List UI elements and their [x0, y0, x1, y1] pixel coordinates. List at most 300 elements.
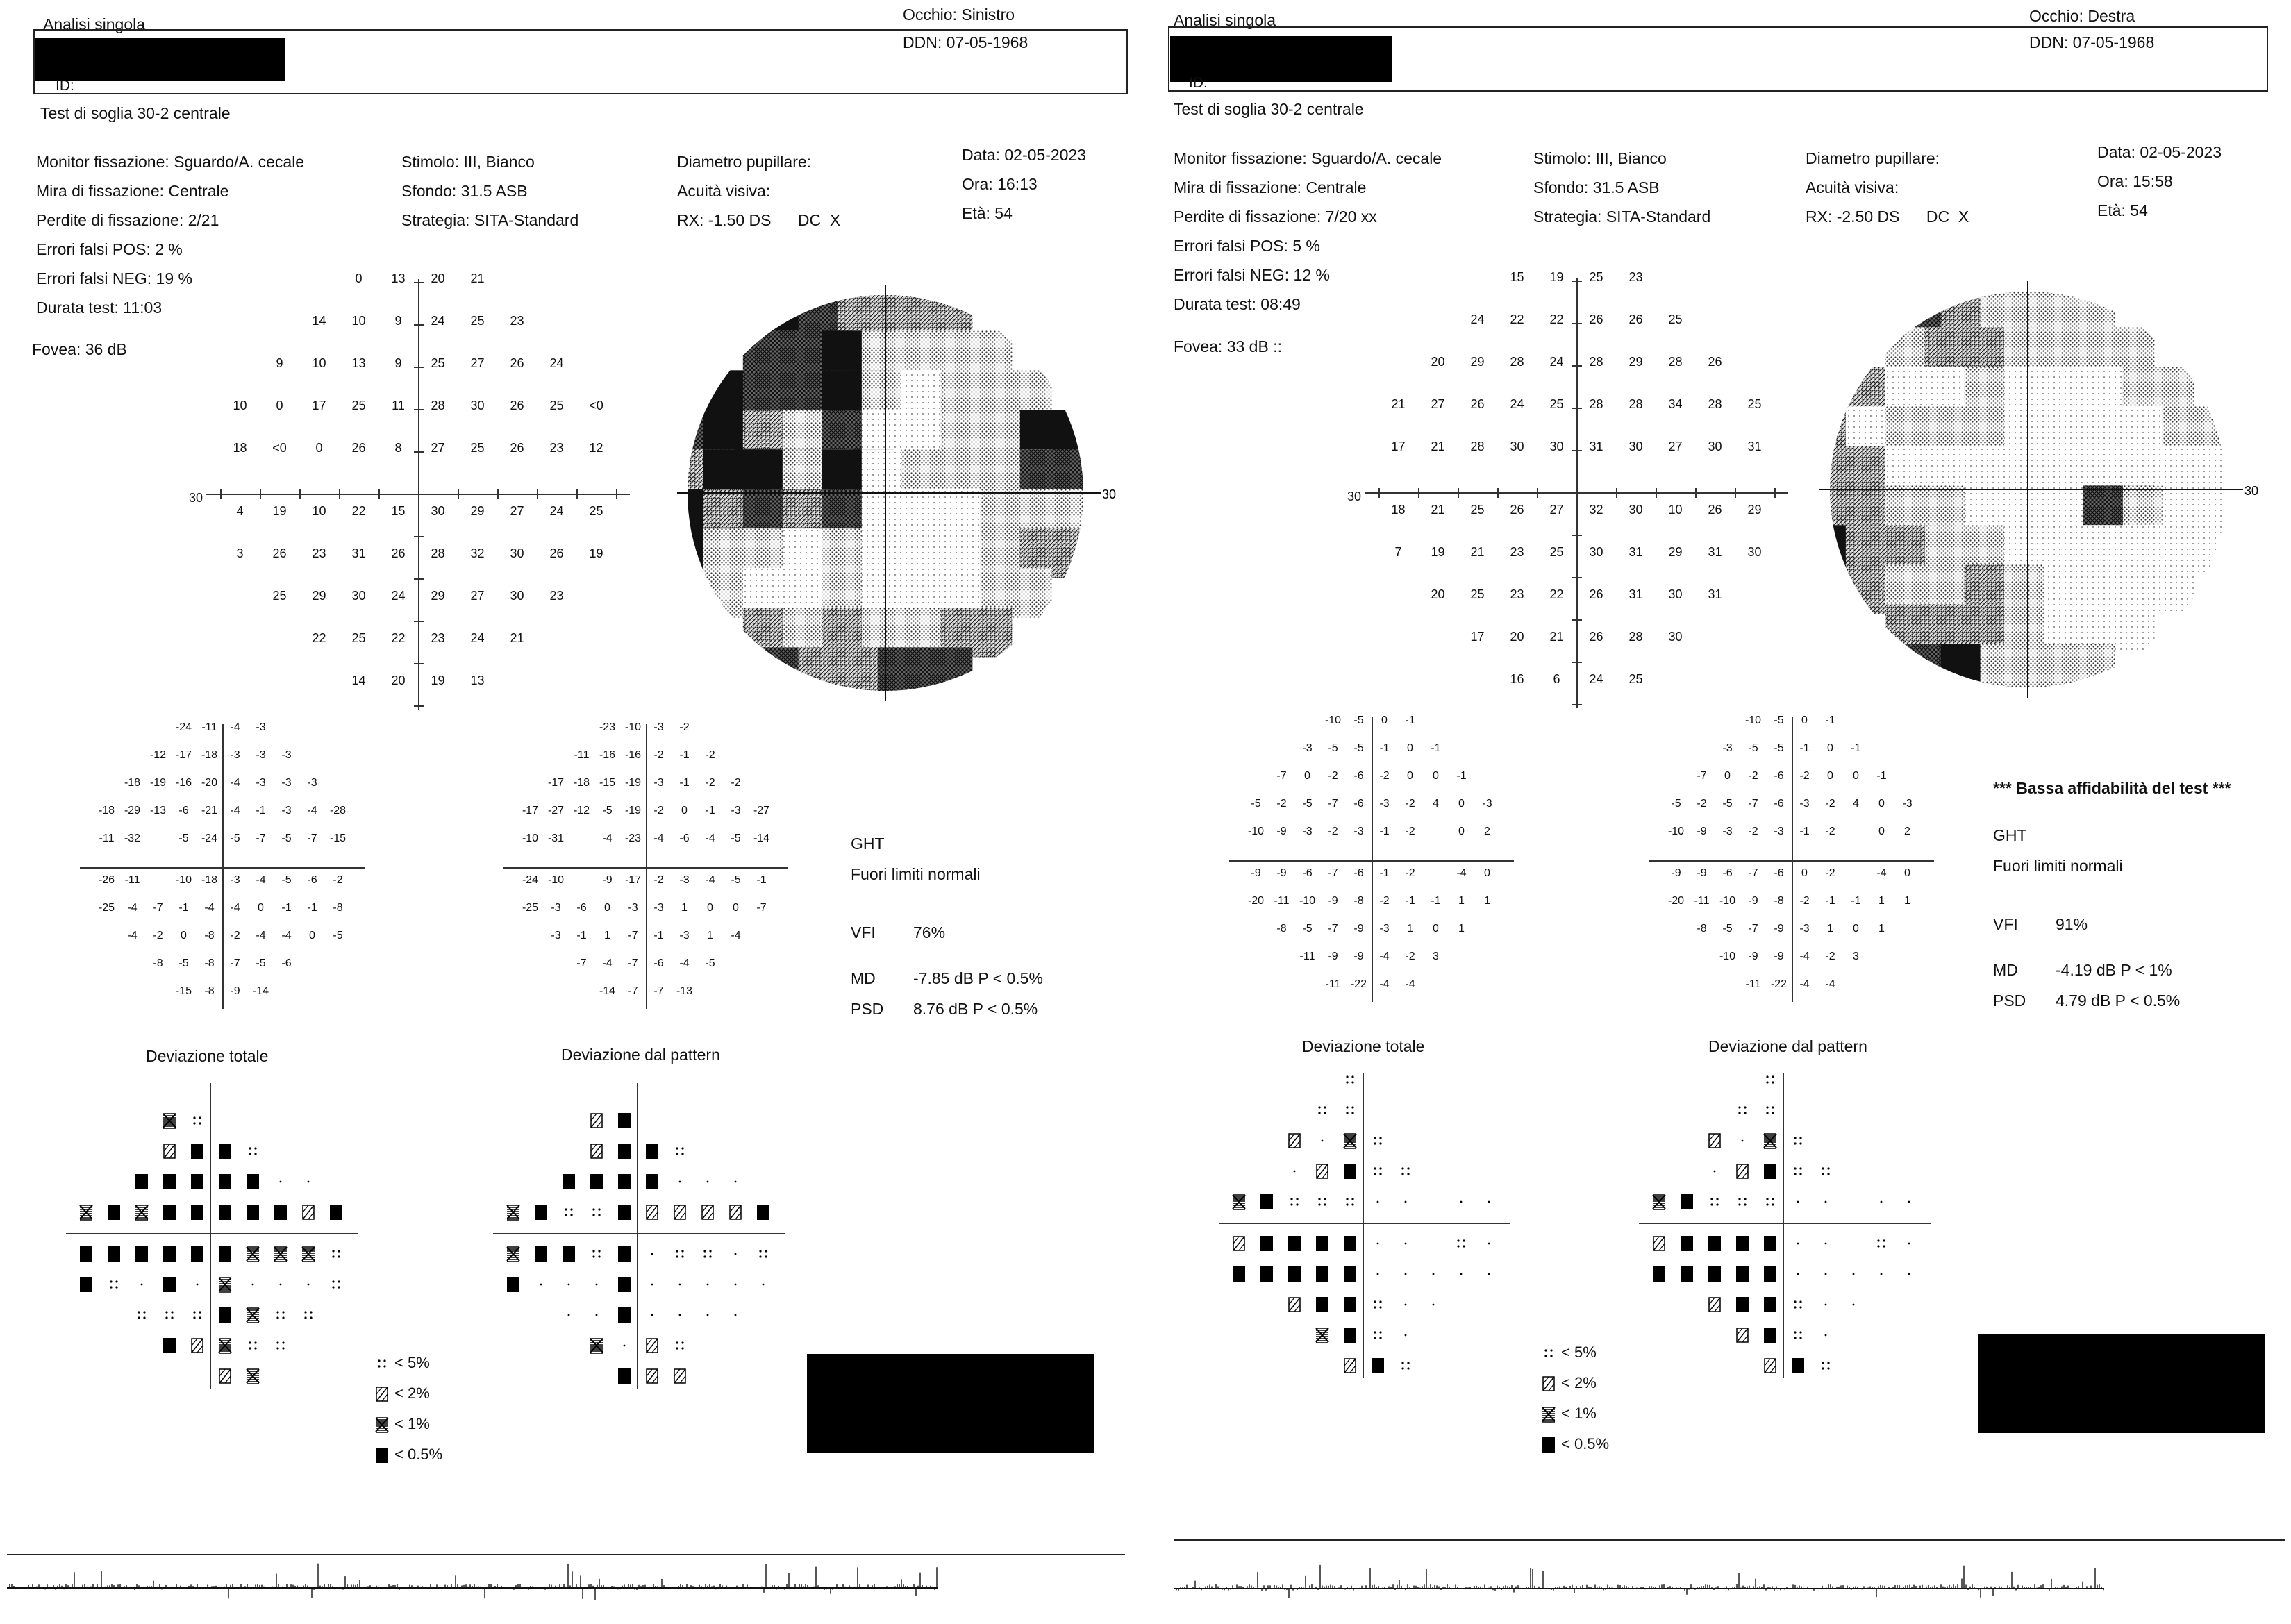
deviation-value: -6	[1353, 867, 1364, 879]
id-label: ID:	[56, 78, 74, 94]
deviation-value: -5	[1328, 742, 1338, 754]
info-line: Monitor fissazione: Sguardo/A. cecale	[36, 153, 305, 171]
probability-symbol	[590, 1143, 605, 1161]
deviation-value: -6	[307, 874, 317, 886]
deviation-value: -5	[1774, 742, 1784, 754]
deviation-value: -12	[149, 749, 167, 761]
threshold-value: 18	[233, 440, 247, 455]
threshold-value: 26	[1708, 503, 1722, 517]
threshold-value: 25	[431, 355, 445, 370]
probability-symbol	[534, 1204, 549, 1222]
probability-symbol	[218, 1246, 233, 1264]
probability-symbol	[190, 1143, 206, 1161]
md-value: -7.85 dB P < 0.5%	[913, 969, 1043, 987]
md-label: MD	[1993, 961, 2018, 979]
threshold-value: 25	[1549, 545, 1564, 560]
probability-symbol	[1763, 1194, 1778, 1212]
probability-symbol	[1680, 1235, 1695, 1253]
probability-symbol	[673, 1204, 688, 1222]
threshold-value: 21	[1470, 545, 1485, 560]
legend-label: < 5%	[394, 1354, 430, 1371]
axis-tick	[1656, 488, 1657, 498]
axis-tick	[414, 621, 424, 622]
probability-symbol	[590, 1276, 605, 1294]
deviation-value: -3	[653, 902, 664, 914]
axis-tick	[458, 489, 459, 499]
threshold-value: 18	[1391, 503, 1406, 517]
info-line: Sfondo: 31.5 ASB	[1533, 178, 1660, 196]
deviation-value: -5	[1774, 714, 1784, 726]
probability-symbol	[246, 1246, 261, 1264]
deviation-value: -22	[1770, 978, 1788, 990]
probability-symbol	[756, 1246, 772, 1264]
deviation-value: 0	[1827, 742, 1833, 754]
deviation-value: -9	[602, 874, 613, 886]
greyscale-cells	[1819, 287, 2233, 693]
threshold-value: 10	[312, 355, 326, 370]
threshold-value: 22	[1510, 312, 1524, 326]
probability-symbol	[673, 1143, 688, 1161]
probability-symbol	[1708, 1235, 1723, 1253]
probability-symbol	[1819, 1163, 1834, 1181]
probability-symbol	[645, 1276, 660, 1294]
deviation-value: 0	[1458, 826, 1465, 837]
deviation-value: -1	[1825, 714, 1835, 726]
deviation-value: -4	[1379, 951, 1390, 962]
probability-symbol	[1371, 1357, 1386, 1375]
threshold-value: 29	[470, 504, 485, 519]
deviation-value: -4	[1825, 978, 1835, 990]
axis-tick	[378, 489, 380, 499]
deviation-value: -1	[1799, 742, 1810, 754]
threshold-value: 25	[1470, 587, 1485, 602]
deviation-value: -4	[1456, 867, 1467, 879]
deviation-value: -7	[1697, 770, 1707, 782]
deviation-value: 3	[1433, 951, 1439, 962]
deviation-value: -8	[204, 957, 215, 969]
probability-symbol	[1288, 1266, 1303, 1284]
threshold-value: 32	[1589, 503, 1603, 517]
probability-symbol	[562, 1204, 577, 1222]
probability-symbol	[701, 1204, 716, 1222]
probability-symbol	[1680, 1266, 1695, 1284]
md-value: -4.19 dB P < 1%	[2056, 961, 2172, 979]
threshold-value: 29	[1747, 503, 1762, 517]
threshold-value: 26	[1589, 587, 1603, 602]
deviation-value: -2	[1799, 770, 1810, 782]
deviation-value: 1	[1827, 923, 1833, 935]
deviation-value: -18	[201, 874, 218, 886]
deviation-value: -2	[1405, 951, 1415, 962]
probability-symbol	[506, 1246, 522, 1264]
deviation-value: -2	[731, 777, 741, 789]
probability-symbol	[246, 1173, 261, 1191]
probability-symbol	[1735, 1266, 1751, 1284]
probability-symbol	[645, 1337, 660, 1355]
threshold-value: 26	[510, 355, 524, 370]
probability-symbol	[1343, 1102, 1358, 1120]
probability-symbol	[701, 1307, 716, 1325]
probability-symbol	[562, 1173, 577, 1191]
threshold-value: 21	[510, 631, 524, 646]
threshold-value: 28	[1628, 396, 1643, 411]
deviation-value: -5	[1302, 923, 1313, 935]
threshold-value: 28	[431, 398, 445, 412]
probability-symbol	[1371, 1132, 1386, 1150]
probability-symbol	[135, 1276, 150, 1294]
threshold-value: 26	[1628, 312, 1643, 326]
probability-symbol	[590, 1173, 605, 1191]
deviation-value: -4	[230, 805, 240, 817]
deviation-value: -6	[1353, 798, 1364, 810]
info-line: Monitor fissazione: Sguardo/A. cecale	[1174, 149, 1442, 167]
probability-symbol	[1343, 1357, 1358, 1375]
deviation-value: 1	[604, 930, 610, 941]
probability-symbol	[274, 1307, 289, 1325]
greyscale-axis-label: 30	[2244, 484, 2259, 498]
threshold-value: <0	[272, 440, 287, 455]
dob-label: DDN: 07-05-1968	[2029, 33, 2155, 51]
probability-symbol	[645, 1173, 660, 1191]
deviation-value: -4	[230, 777, 240, 789]
deviation-value: 0	[1853, 923, 1859, 935]
deviation-value: -11	[1694, 895, 1710, 907]
vfi-value: 91%	[2056, 915, 2088, 933]
threshold-value: 25	[272, 589, 287, 603]
deviation-value: -4	[127, 930, 138, 941]
probability-symbol	[1343, 1235, 1358, 1253]
probability-symbol	[673, 1246, 688, 1264]
info-line: Data: 02-05-2023	[962, 146, 1087, 164]
threshold-value: 24	[470, 631, 485, 646]
probability-symbol	[301, 1307, 317, 1325]
probability-symbol	[1343, 1194, 1358, 1212]
info-line: Durata test: 08:49	[1174, 295, 1301, 313]
vertical-axis	[1783, 1073, 1784, 1378]
probability-symbol	[218, 1307, 233, 1325]
deviation-value: -4	[731, 930, 741, 941]
deviation-value: -7	[307, 832, 317, 844]
deviation-value: -11	[1325, 978, 1341, 990]
threshold-value: 24	[391, 589, 406, 603]
threshold-value: 0	[355, 271, 363, 285]
deviation-value: -2	[1748, 770, 1758, 782]
axis-tick	[299, 489, 301, 499]
deviation-value: -1	[1851, 895, 1861, 907]
info-line: Sfondo: 31.5 ASB	[401, 182, 528, 200]
deviation-value: 0	[1904, 867, 1910, 879]
deviation-value: -11	[1274, 895, 1290, 907]
threshold-value: 27	[1431, 396, 1445, 411]
deviation-value: -1	[1431, 742, 1441, 754]
threshold-value: 0	[276, 398, 283, 412]
threshold-value: 22	[351, 504, 366, 519]
deviation-value: -11	[1299, 951, 1315, 962]
deviation-value: -4	[307, 805, 317, 817]
probability-symbol	[1819, 1235, 1834, 1253]
td-title: Deviazione totale	[146, 1047, 269, 1065]
probability-symbol	[645, 1143, 660, 1161]
threshold-value: 21	[1431, 503, 1445, 517]
deviation-value: -9	[1774, 951, 1784, 962]
deviation-value: -6	[1722, 867, 1733, 879]
vfi-value: 76%	[913, 923, 946, 941]
deviation-value: -11	[99, 832, 115, 844]
threshold-value: 25	[351, 398, 366, 412]
pd-probability-map	[1639, 1073, 1931, 1392]
deviation-value: -23	[599, 721, 616, 733]
info-line: RX: -1.50 DS DC X	[677, 211, 841, 229]
probability-symbol	[1288, 1194, 1303, 1212]
threshold-value: 0	[315, 440, 323, 455]
threshold-value: 26	[510, 398, 524, 412]
deviation-value: -5	[178, 832, 189, 844]
info-line: Età: 54	[962, 204, 1013, 222]
probability-symbol	[218, 1143, 233, 1161]
probability-symbol	[274, 1276, 289, 1294]
deviation-value: -15	[599, 777, 616, 789]
greyscale-axis-label: 30	[1102, 487, 1117, 501]
deviation-value: -4	[230, 721, 240, 733]
deviation-value: 1	[1407, 923, 1413, 935]
greyscale-plot	[1819, 281, 2264, 739]
info-line: Errori falsi POS: 5 %	[1174, 237, 1320, 255]
probability-symbol	[163, 1143, 178, 1161]
pattern-deviation-grid	[493, 721, 799, 1017]
probability-symbol	[1343, 1163, 1358, 1181]
deviation-value: -6	[653, 957, 664, 969]
probability-symbol	[246, 1143, 261, 1161]
threshold-value: 17	[312, 398, 326, 412]
deviation-value: -26	[98, 874, 115, 886]
threshold-value: 23	[1628, 269, 1643, 284]
deviation-value: 0	[258, 902, 264, 914]
probability-symbol	[1819, 1357, 1834, 1375]
threshold-value: 12	[589, 440, 603, 455]
info-line: Diametro pupillare:	[677, 153, 812, 171]
deviation-value: 4	[1433, 798, 1439, 810]
deviation-value: -3	[1302, 742, 1313, 754]
threshold-value: 31	[351, 546, 366, 561]
deviation-value: -9	[1697, 826, 1707, 837]
probability-symbol	[1652, 1266, 1667, 1284]
p05-icon	[1542, 1437, 1556, 1453]
deviation-value: -4	[127, 902, 138, 914]
threshold-value: 24	[431, 313, 445, 328]
deviation-value: -4	[705, 874, 715, 886]
deviation-value: -27	[547, 805, 565, 817]
deviation-value: -5	[1722, 923, 1733, 935]
deviation-value: -2	[1825, 867, 1835, 879]
probability-symbol	[1399, 1235, 1414, 1253]
axis-tick	[1458, 488, 1459, 498]
probability-symbol	[1708, 1296, 1723, 1314]
deviation-value: -5	[705, 957, 715, 969]
deviation-value: -6	[1302, 867, 1313, 879]
probability-symbol	[1819, 1327, 1834, 1345]
deviation-value: -13	[149, 805, 167, 817]
deviation-value: -2	[1328, 826, 1338, 837]
axis-tick	[1378, 488, 1380, 498]
probability-symbol	[590, 1112, 605, 1130]
vfi-label: VFI	[851, 923, 876, 941]
threshold-value: 23	[549, 440, 564, 455]
threshold-value: 26	[1589, 630, 1603, 644]
info-line: Diametro pupillare:	[1806, 149, 1940, 167]
deviation-value: 0	[1878, 798, 1885, 810]
threshold-value: 29	[1628, 354, 1643, 369]
threshold-value: 21	[1391, 396, 1406, 411]
horizontal-axis	[1639, 1223, 1931, 1224]
info-col-4	[2097, 137, 2222, 225]
threshold-value: 30	[1628, 439, 1643, 453]
threshold-value: 7	[1394, 545, 1402, 560]
deviation-value: -7	[628, 957, 638, 969]
deviation-value: -1	[1379, 867, 1390, 879]
info-line: Strategia: SITA-Standard	[1533, 208, 1711, 226]
info-line: Stimolo: III, Bianco	[401, 153, 535, 171]
deviation-value: -5	[333, 930, 343, 941]
deviation-value: 0	[1878, 826, 1885, 837]
deviation-value: 1	[1878, 923, 1885, 935]
axis-tick	[339, 489, 340, 499]
deviation-value: -17	[522, 805, 539, 817]
probability-symbol	[1288, 1235, 1303, 1253]
probability-symbol	[163, 1204, 178, 1222]
deviation-value: -3	[551, 930, 561, 941]
fovea-value: Fovea: 33 dB ::	[1174, 337, 1282, 355]
probability-symbol	[1399, 1327, 1414, 1345]
gaze-tracker	[1174, 1534, 2285, 1611]
threshold-value: 31	[1747, 439, 1762, 453]
probability-symbol	[1371, 1327, 1386, 1345]
deviation-value: -22	[1350, 978, 1367, 990]
deviation-value: -11	[1745, 978, 1761, 990]
deviation-value: -6	[1774, 770, 1784, 782]
deviation-value: 0	[1801, 867, 1808, 879]
deviation-value: -2	[1748, 826, 1758, 837]
deviation-value: -4	[230, 902, 240, 914]
threshold-value: 20	[1510, 630, 1524, 644]
deviation-value: -25	[98, 902, 115, 914]
deviation-value: -3	[1379, 923, 1390, 935]
threshold-value: 25	[1549, 396, 1564, 411]
deviation-value: -4	[679, 957, 690, 969]
probability-symbol	[1708, 1194, 1723, 1212]
gaze-tracker-svg	[1174, 1534, 2285, 1611]
probability-symbol	[1763, 1235, 1778, 1253]
deviation-value: -10	[1667, 826, 1685, 837]
threshold-value: 28	[431, 546, 445, 561]
probability-symbol	[1454, 1194, 1469, 1212]
deviation-value: -7	[230, 957, 240, 969]
threshold-value: 30	[1708, 439, 1722, 453]
probability-symbol	[1791, 1235, 1806, 1253]
threshold-value: 24	[1510, 396, 1524, 411]
probability-symbol	[1315, 1102, 1331, 1120]
deviation-value: -3	[653, 721, 664, 733]
deviation-value: -3	[1353, 826, 1364, 837]
threshold-value: 13	[351, 355, 366, 370]
deviation-value: 0	[707, 902, 713, 914]
info-col-3	[677, 147, 840, 235]
deviation-value: -5	[1353, 742, 1364, 754]
probability-symbol	[562, 1276, 577, 1294]
deviation-value: -11	[574, 749, 590, 761]
gaze-tracker-svg	[7, 1552, 1125, 1614]
deviation-value: -7	[1748, 798, 1758, 810]
probability-symbol	[1847, 1296, 1862, 1314]
greyscale-cells	[677, 291, 1091, 696]
deviation-value: -7	[628, 930, 638, 941]
probability-symbol	[1399, 1266, 1414, 1284]
probability-symbol	[617, 1337, 633, 1355]
vertical-axis	[1363, 1073, 1364, 1378]
deviation-value: -2	[1405, 867, 1415, 879]
deviation-value: -24	[175, 721, 192, 733]
probability-symbol	[1874, 1266, 1890, 1284]
probability-symbol	[1763, 1071, 1778, 1089]
deviation-value: -16	[624, 749, 642, 761]
info-line: Stimolo: III, Bianco	[1533, 149, 1667, 167]
test-name: Test di soglia 30-2 centrale	[1174, 100, 1364, 118]
probability-symbol	[1735, 1296, 1751, 1314]
threshold-value: 30	[351, 589, 366, 603]
deviation-value: 4	[1853, 798, 1859, 810]
probability-symbol	[1482, 1194, 1497, 1212]
threshold-value: 30	[1747, 545, 1762, 560]
deviation-value: -6	[1774, 798, 1784, 810]
axis-tick	[1616, 488, 1617, 498]
probability-symbol	[756, 1276, 772, 1294]
legend-row	[375, 1384, 430, 1403]
deviation-value: 2	[1484, 826, 1490, 837]
horizontal-axis	[80, 867, 365, 869]
axis-tick	[1774, 488, 1776, 498]
probability-symbol	[163, 1337, 178, 1355]
pd-title: Deviazione dal pattern	[1708, 1037, 1867, 1055]
deviation-value: -1	[1431, 895, 1441, 907]
probability-symbol	[163, 1246, 178, 1264]
probability-symbol	[274, 1204, 289, 1222]
probability-symbol	[617, 1112, 633, 1130]
greyscale-svg	[1819, 281, 2264, 739]
legend-row	[1542, 1435, 1609, 1453]
threshold-value: 31	[1708, 545, 1722, 560]
threshold-value: 26	[391, 546, 406, 561]
deviation-value: -1	[1379, 826, 1390, 837]
probability-symbol	[163, 1276, 178, 1294]
deviation-value: -2	[1379, 770, 1390, 782]
deviation-value: 3	[1853, 951, 1859, 962]
threshold-value: 9	[394, 355, 402, 370]
deviation-value: -9	[1774, 923, 1784, 935]
probability-symbol	[218, 1337, 233, 1355]
deviation-value: -2	[230, 930, 240, 941]
probability-symbol	[1708, 1163, 1723, 1181]
probability-symbol	[79, 1276, 94, 1294]
deviation-value: -5	[1748, 742, 1758, 754]
threshold-grid	[1347, 269, 1799, 748]
legend-label: < 2%	[1561, 1374, 1597, 1391]
probability-symbol	[728, 1276, 744, 1294]
threshold-value: 30	[510, 546, 524, 561]
deviation-value: -8	[153, 957, 163, 969]
pd-title: Deviazione dal pattern	[561, 1046, 720, 1064]
deviation-value: -9	[1353, 951, 1364, 962]
threshold-value: 8	[394, 440, 402, 455]
deviation-value: -2	[653, 749, 664, 761]
